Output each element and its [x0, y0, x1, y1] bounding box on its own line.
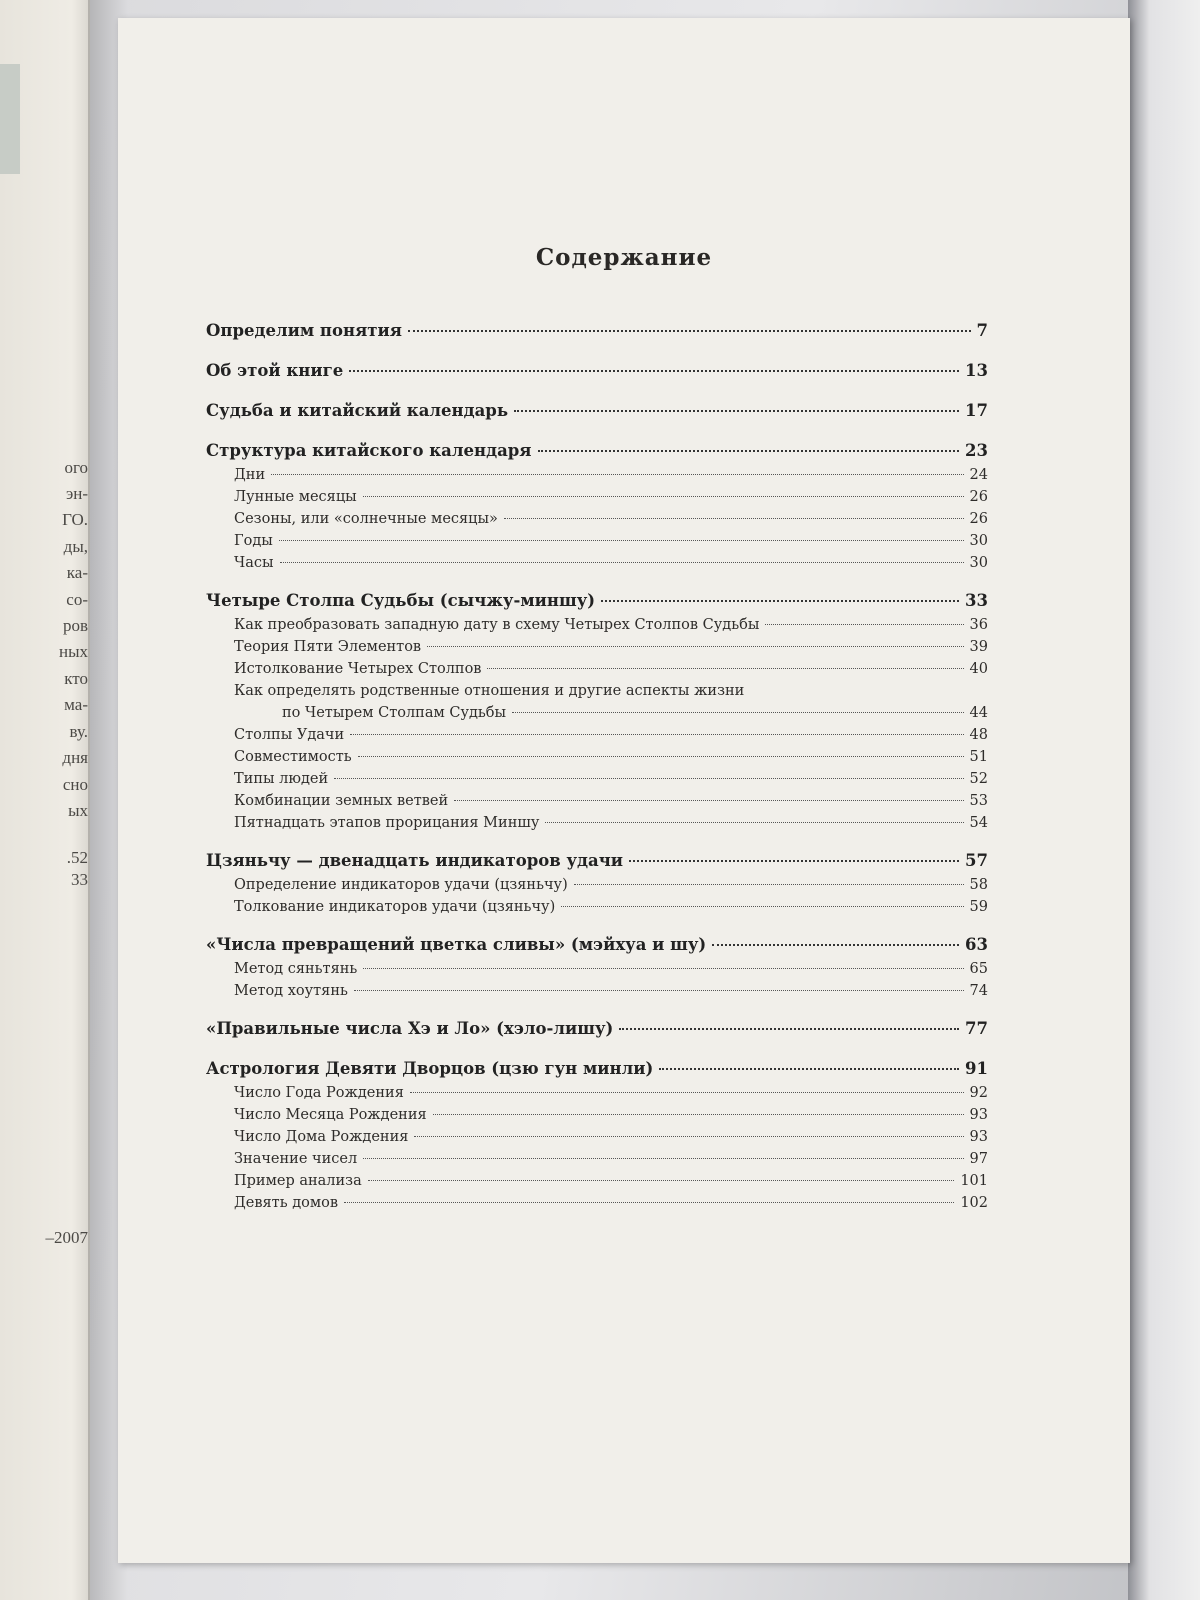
toc-subsection-row	[206, 790, 988, 812]
toc-section	[206, 358, 988, 384]
toc-chapter-row	[206, 318, 988, 344]
dot-leader	[414, 1136, 963, 1137]
toc-subsection-row	[206, 486, 988, 508]
toc-page-number: 13	[965, 361, 988, 380]
toc-subsection-title: Сезоны, или «солнечные месяцы»	[234, 511, 498, 527]
toc-subsection-title: Дни	[234, 467, 266, 483]
toc-subsection-title: Пример анализа	[234, 1173, 362, 1189]
toc-page-number: 52	[969, 771, 988, 787]
toc-chapter-row	[206, 848, 988, 874]
toc-chapter-title: «Числа превращений цветка сливы» (мэйхуа и шу)	[206, 935, 707, 954]
toc-subsection-title: Годы	[234, 533, 273, 549]
toc-page-number: 17	[965, 401, 988, 420]
toc-subsection-title: Определение индикаторов удачи (цзяньчу)	[234, 877, 568, 893]
toc-page-number: 59	[969, 899, 988, 915]
toc-section	[206, 438, 988, 574]
toc-section	[206, 848, 988, 918]
toc-page-number: 58	[969, 877, 988, 893]
dot-leader	[514, 410, 959, 412]
toc-subsection-title: Значение чисел	[234, 1151, 358, 1167]
left-page-fragment: кто	[64, 669, 88, 688]
dot-leader	[427, 646, 963, 647]
toc-section	[206, 588, 988, 834]
toc-subsection-title: Число Дома Рождения	[234, 1129, 409, 1145]
left-page-fragment: эн-	[65, 484, 88, 503]
toc-chapter-row	[206, 358, 988, 384]
background-paper-edge	[1128, 0, 1200, 1600]
toc-subsection-row	[206, 896, 988, 918]
dot-leader	[363, 1158, 963, 1159]
left-page-fragment: ров	[62, 616, 88, 635]
toc-page-number: 57	[965, 851, 988, 870]
toc-page-number: 54	[969, 815, 988, 831]
dot-leader	[410, 1092, 964, 1093]
toc-page-number: 93	[969, 1129, 988, 1145]
toc-section	[206, 1056, 988, 1214]
dot-leader	[487, 668, 963, 669]
table-of-contents	[206, 318, 988, 1214]
toc-page-number: 74	[969, 983, 988, 999]
left-page-fragment: дня	[62, 748, 88, 767]
toc-chapter-title: Структура китайского календаря	[206, 441, 532, 460]
toc-subsection-row	[206, 746, 988, 768]
left-page-fragment: ву.	[69, 722, 88, 741]
toc-subsection-row	[206, 530, 988, 552]
dot-leader	[454, 800, 963, 801]
dot-leader	[538, 450, 960, 452]
dot-leader	[280, 562, 964, 563]
toc-page-number: 7	[976, 321, 988, 340]
toc-section	[206, 398, 988, 424]
toc-subsection-row	[206, 1104, 988, 1126]
dot-leader	[354, 990, 964, 991]
left-page	[0, 0, 90, 1600]
toc-chapter-title: Судьба и китайский календарь	[206, 401, 509, 420]
toc-page-number: 26	[969, 489, 988, 505]
toc-section	[206, 932, 988, 1002]
left-page-fragment: со-	[66, 590, 88, 609]
left-page-fragment: ды,	[63, 537, 88, 556]
left-page-illustration-edge	[0, 64, 20, 174]
dot-leader	[629, 860, 959, 862]
toc-subsection-title: Столпы Удачи	[234, 727, 345, 743]
toc-subsection-title: Часы	[234, 555, 274, 571]
toc-chapter-title: Четыре Столпа Судьбы (сычжу-миншу)	[206, 591, 596, 610]
toc-page-number: 30	[969, 555, 988, 571]
dot-leader	[363, 496, 964, 497]
toc-page-number: 36	[969, 617, 988, 633]
toc-subsection-title: Число Месяца Рождения	[234, 1107, 427, 1123]
toc-subsection-title: Комбинации земных ветвей	[234, 793, 449, 809]
dot-leader	[619, 1028, 959, 1030]
toc-subsection-title: Совместимость	[234, 749, 352, 765]
toc-chapter-title: Цзяньчу — двенадцать индикаторов удачи	[206, 851, 624, 870]
toc-subsection-row	[206, 1126, 988, 1148]
toc-subsection-title-continued: по Четырем Столпам Судьбы	[282, 705, 507, 721]
toc-subsection-title: Толкование индикаторов удачи (цзяньчу)	[234, 899, 556, 915]
toc-subsection-row	[206, 1170, 988, 1192]
toc-chapter-title: Об этой книге	[206, 361, 344, 380]
toc-page-number: 93	[969, 1107, 988, 1123]
toc-chapter-row	[206, 438, 988, 464]
page-title: Содержание	[535, 244, 713, 271]
left-page-fragment: ых	[68, 801, 88, 820]
toc-subsection-row	[206, 658, 988, 680]
toc-page-number: 92	[969, 1085, 988, 1101]
dot-leader	[545, 822, 963, 823]
dot-leader	[279, 540, 964, 541]
left-page-fragment: ных	[58, 642, 88, 661]
toc-page-number: 33	[965, 591, 988, 610]
toc-subsection-title: Число Года Рождения	[234, 1085, 404, 1101]
toc-page-number: 63	[965, 935, 988, 954]
dot-leader	[659, 1068, 959, 1070]
toc-subsection-title: Метод сяньтянь	[234, 961, 358, 977]
toc-subsection-row	[206, 508, 988, 530]
toc-subsection-title: Типы людей	[234, 771, 329, 787]
toc-page-number: 26	[969, 511, 988, 527]
dot-leader	[363, 968, 963, 969]
left-page-fragment: сно	[62, 775, 88, 794]
toc-subsection-title: Пятнадцать этапов прорицания Миншу	[234, 815, 540, 831]
toc-page-number: 51	[969, 749, 988, 765]
left-page-fragment: ма-	[64, 695, 88, 714]
toc-page-number: 65	[969, 961, 988, 977]
dot-leader	[349, 370, 959, 372]
toc-chapter-row	[206, 1016, 988, 1042]
toc-chapter-row	[206, 932, 988, 958]
dot-leader	[504, 518, 964, 519]
dot-leader	[512, 712, 963, 713]
toc-subsection-row	[206, 464, 988, 486]
toc-subsection-row	[206, 812, 988, 834]
left-page-fragment: ого	[64, 458, 88, 477]
toc-subsection-row	[206, 768, 988, 790]
dot-leader	[350, 734, 963, 735]
toc-subsection-row	[206, 614, 988, 636]
toc-page-number: 23	[965, 441, 988, 460]
dot-leader	[368, 1180, 955, 1181]
toc-chapter-row	[206, 588, 988, 614]
toc-page-number: 40	[969, 661, 988, 677]
dot-leader	[433, 1114, 964, 1115]
toc-page-number: 48	[969, 727, 988, 743]
dot-leader	[408, 330, 971, 332]
toc-page-number: 39	[969, 639, 988, 655]
toc-page-number: 102	[960, 1195, 988, 1211]
toc-subsection-row	[206, 958, 988, 980]
dot-leader	[344, 1202, 954, 1203]
toc-page-number: 53	[969, 793, 988, 809]
toc-subsection-title: Теория Пяти Элементов	[234, 639, 422, 655]
toc-page-number: 24	[969, 467, 988, 483]
toc-subsection-title: Истолкование Четырех Столпов	[234, 661, 482, 677]
toc-page-number: 77	[965, 1019, 988, 1038]
left-page-fragment: .52	[66, 848, 88, 867]
toc-subsection-row	[206, 680, 988, 724]
dot-leader	[561, 906, 963, 907]
dot-leader	[334, 778, 963, 779]
dot-leader	[574, 884, 964, 885]
toc-subsection-row	[206, 1192, 988, 1214]
dot-leader	[712, 944, 959, 946]
contents-page	[118, 18, 1130, 1563]
toc-subsection-title: Как преобразовать западную дату в схему Четырех Столпов Судьбы	[234, 617, 760, 633]
toc-subsection-row	[206, 874, 988, 896]
toc-page-number: 30	[969, 533, 988, 549]
toc-chapter-title: «Правильные числа Хэ и Ло» (хэло-лишу)	[206, 1019, 614, 1038]
toc-subsection-title: Метод хоутянь	[234, 983, 348, 999]
dot-leader	[601, 600, 959, 602]
toc-page-number: 97	[969, 1151, 988, 1167]
toc-page-number: 44	[969, 705, 988, 721]
toc-chapter-row	[206, 1056, 988, 1082]
toc-subsection-row	[206, 1148, 988, 1170]
left-page-fragment: ГО.	[62, 510, 88, 529]
toc-section	[206, 1016, 988, 1042]
toc-chapter-title: Определим понятия	[206, 321, 402, 340]
toc-subsection-row	[206, 636, 988, 658]
toc-page-number: 101	[960, 1173, 988, 1189]
toc-subsection-row	[206, 724, 988, 746]
left-page-fragment: ка-	[66, 563, 88, 582]
toc-subsection-title: Девять домов	[234, 1195, 339, 1211]
toc-subsection-title: Как определять родственные отношения и другие аспекты жизни	[234, 683, 745, 699]
left-page-fragment: –2007	[45, 1228, 88, 1247]
toc-subsection-title: Лунные месяцы	[234, 489, 357, 505]
toc-subsection-row	[206, 980, 988, 1002]
dot-leader	[765, 624, 963, 625]
toc-page-number: 91	[965, 1059, 988, 1078]
toc-chapter-title: Астрология Девяти Дворцов (цзю гун минли)	[206, 1059, 654, 1078]
left-page-fragment: 33	[71, 870, 88, 889]
dot-leader	[271, 474, 963, 475]
toc-section	[206, 318, 988, 344]
toc-subsection-row	[206, 552, 988, 574]
dot-leader	[358, 756, 964, 757]
toc-subsection-row	[206, 1082, 988, 1104]
toc-chapter-row	[206, 398, 988, 424]
